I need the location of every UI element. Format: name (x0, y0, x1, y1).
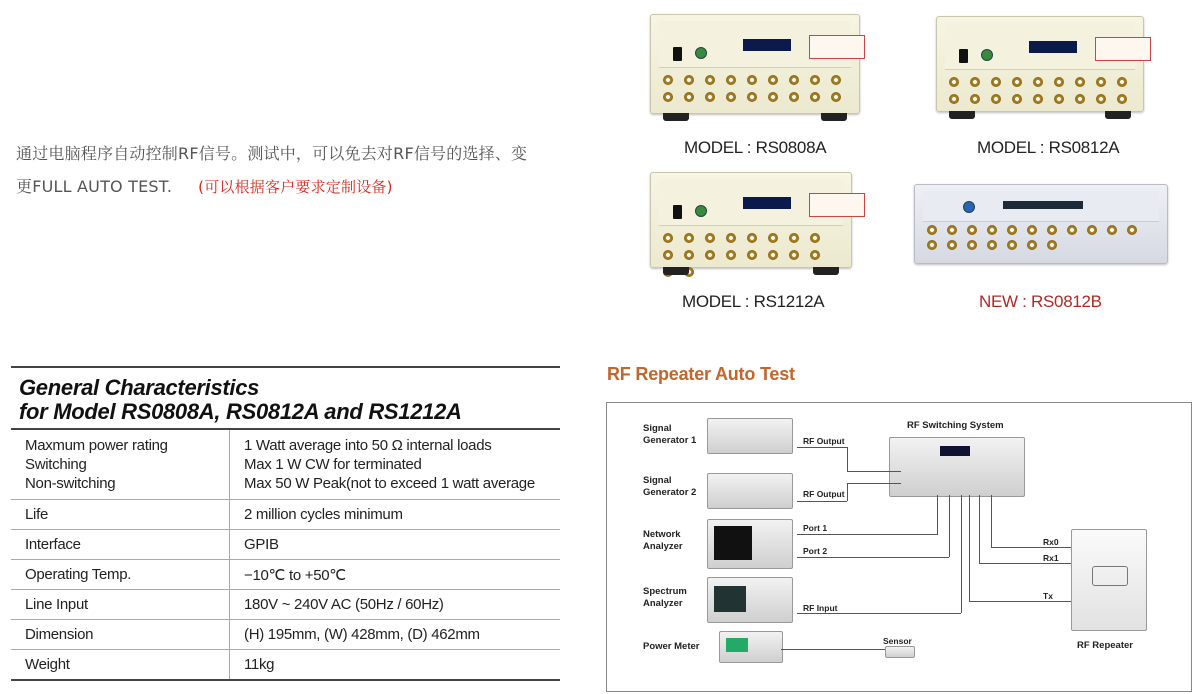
connector-icon (747, 233, 757, 243)
spec-value: 2 million cycles minimum (230, 500, 561, 530)
spec-label: Weight (11, 650, 230, 681)
connector-icon (1067, 225, 1077, 235)
rf-switching-system-label: RF Switching System (907, 420, 1004, 431)
rf-repeater-label: RF Repeater (1077, 640, 1133, 651)
connector-icon (768, 92, 778, 102)
signal-generator-2-label: Signal Generator 2 (643, 475, 697, 498)
connector-icon (1047, 225, 1057, 235)
connector-icon (726, 75, 736, 85)
connector-icon (1075, 77, 1085, 87)
rf-diagram (606, 402, 1192, 692)
connector-icon (705, 92, 715, 102)
connector-icon (768, 233, 778, 243)
connector-icon (684, 75, 694, 85)
spec-row (11, 500, 560, 530)
connector-icon (1012, 77, 1022, 87)
connector-icon (949, 77, 959, 87)
spec-title-line-1: General Characteristics (19, 375, 260, 400)
connector-icon (1027, 225, 1037, 235)
spec-label: Dimension (11, 620, 230, 650)
connector-icon (1027, 240, 1037, 250)
power-meter-image (719, 631, 783, 663)
connector-icon (663, 92, 673, 102)
spectrum-analyzer-label: Spectrum Analyzer (643, 586, 687, 609)
model-label-rs0808a: MODEL : RS0808A (684, 138, 827, 157)
power-meter-label: Power Meter (643, 641, 700, 652)
connector-icon (1075, 94, 1085, 104)
spec-label: Line Input (11, 590, 230, 620)
spec-row (11, 590, 560, 620)
spec-table (11, 428, 560, 681)
sensor-image (885, 646, 915, 658)
connector-icon (726, 250, 736, 260)
connector-icon (1096, 94, 1106, 104)
model-label-rs1212a: MODEL : RS1212A (682, 292, 825, 311)
spec-row (11, 530, 560, 560)
connector-icon (705, 75, 715, 85)
connector-icon (1117, 94, 1127, 104)
connector-icon (949, 94, 959, 104)
connector-icon (1107, 225, 1117, 235)
connector-icon (726, 233, 736, 243)
spec-label: Maxmum power rating Switching Non-switching (11, 429, 230, 500)
spec-label: Life (11, 500, 230, 530)
connector-icon (747, 75, 757, 85)
model-label-rs0812a: MODEL : RS0812A (977, 138, 1120, 157)
connector-icon (789, 250, 799, 260)
connector-icon (810, 233, 820, 243)
rf-input-label: RF Input (803, 603, 838, 613)
port-1-label: Port 1 (803, 523, 828, 533)
connector-icon (987, 240, 997, 250)
connector-icon (967, 225, 977, 235)
connector-icon (789, 75, 799, 85)
signal-generator-1-label: Signal Generator 1 (643, 423, 697, 446)
custom-note: (可以根据客户要求定制设备) (198, 178, 393, 196)
spec-title (11, 366, 560, 428)
sensor-label: Sensor (883, 636, 912, 646)
device-rs0812a-image (936, 16, 1144, 112)
connector-icon (947, 240, 957, 250)
rf-repeater-image (1071, 529, 1147, 631)
network-analyzer-image (707, 519, 793, 569)
connector-icon (1096, 77, 1106, 87)
connector-icon (768, 250, 778, 260)
connector-icon (810, 92, 820, 102)
connector-icon (810, 250, 820, 260)
spec-label: Operating Temp. (11, 560, 230, 590)
spec-row (11, 560, 560, 590)
connector-grid (663, 75, 847, 102)
spec-value: 180V ~ 240V AC (50Hz / 60Hz) (230, 590, 561, 620)
connector-icon (1054, 94, 1064, 104)
connector-icon (705, 233, 715, 243)
intro-text (16, 137, 596, 204)
spec-section (11, 366, 560, 681)
connector-icon (991, 77, 1001, 87)
signal-generator-1-image (707, 418, 793, 454)
signal-generator-2-image (707, 473, 793, 509)
spec-row (11, 620, 560, 650)
device-rs0808a-image (650, 14, 860, 114)
connector-icon (927, 240, 937, 250)
connector-icon (970, 94, 980, 104)
spec-value: −10℃ to +50℃ (230, 560, 561, 590)
connector-icon (663, 250, 673, 260)
connector-icon (1033, 94, 1043, 104)
spec-title-line-2: for Model RS0808A, RS0812A and RS1212A (19, 399, 462, 424)
connector-icon (1012, 94, 1022, 104)
connector-icon (747, 250, 757, 260)
connector-icon (1054, 77, 1064, 87)
connector-icon (967, 240, 977, 250)
connector-icon (1087, 225, 1097, 235)
connector-icon (1007, 240, 1017, 250)
rf-switching-system-image (889, 437, 1025, 497)
connector-icon (991, 94, 1001, 104)
model-label-rs0812b: NEW : RS0812B (979, 292, 1102, 311)
tx-label: Tx (1043, 591, 1053, 601)
rf-output-2-label: RF Output (803, 489, 845, 499)
rf-title: RF Repeater Auto Test (607, 364, 795, 384)
spectrum-analyzer-image (707, 577, 793, 623)
connector-icon (684, 233, 694, 243)
intro-line-2-text: 更FULL AUTO TEST. (16, 177, 173, 196)
connector-icon (663, 75, 673, 85)
connector-icon (947, 225, 957, 235)
connector-icon (810, 75, 820, 85)
spec-value: GPIB (230, 530, 561, 560)
connector-icon (927, 225, 937, 235)
rx0-label: Rx0 (1043, 537, 1059, 547)
connector-icon (1033, 77, 1043, 87)
intro-line-1: 通过电脑程序自动控制RF信号。测试中，可以免去对RF信号的选择、变 (16, 144, 528, 163)
connector-icon (768, 75, 778, 85)
connector-icon (987, 225, 997, 235)
spec-value: (H) 195mm, (W) 428mm, (D) 462mm (230, 620, 561, 650)
spec-row (11, 650, 560, 681)
connector-icon (789, 233, 799, 243)
port-2-label: Port 2 (803, 546, 828, 556)
connector-icon (970, 77, 980, 87)
network-analyzer-label: Network Analyzer (643, 529, 683, 552)
rf-output-1-label: RF Output (803, 436, 845, 446)
connector-icon (1047, 240, 1057, 250)
device-rs1212a-image (650, 172, 852, 268)
spec-row (11, 429, 560, 500)
connector-grid (949, 77, 1131, 104)
spec-value: 1 Watt average into 50 Ω internal loads Max 1 W CW for terminated Max 50 W Peak(not to exceed 1 watt average (230, 429, 561, 500)
connector-icon (705, 250, 715, 260)
spec-value: 11kg (230, 650, 561, 681)
connector-icon (684, 250, 694, 260)
connector-icon (747, 92, 757, 102)
connector-icon (726, 92, 736, 102)
connector-icon (663, 233, 673, 243)
intro-line-2 (16, 170, 596, 204)
connector-icon (831, 92, 841, 102)
connector-icon (1117, 77, 1127, 87)
connector-icon (831, 75, 841, 85)
spec-label: Interface (11, 530, 230, 560)
connector-grid (927, 225, 1155, 250)
rx1-label: Rx1 (1043, 553, 1059, 563)
device-rs0812b-image (914, 184, 1168, 264)
connector-icon (1007, 225, 1017, 235)
connector-icon (789, 92, 799, 102)
connector-icon (684, 92, 694, 102)
connector-icon (1127, 225, 1137, 235)
